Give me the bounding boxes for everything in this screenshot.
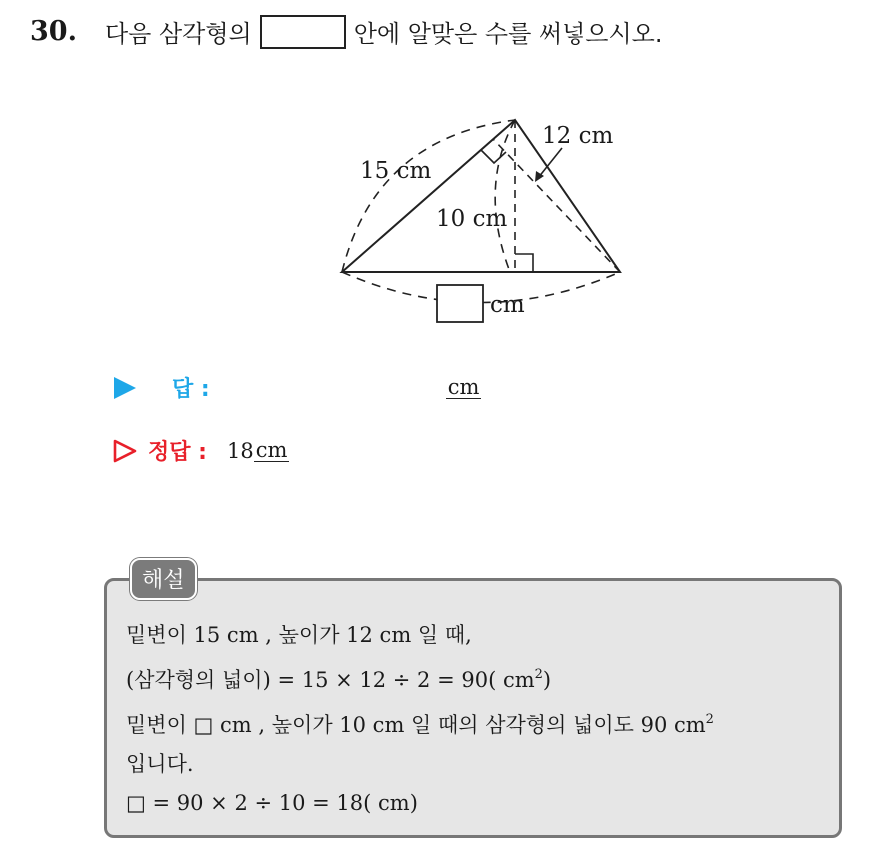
correct-answer-row bbox=[112, 435, 289, 466]
triangle-figure bbox=[330, 108, 640, 332]
solution-line-5: □ = 90 × 2 ÷ 10 = 18( cm) bbox=[126, 791, 418, 815]
right-angle-mark-base bbox=[515, 254, 533, 272]
triangle-svg bbox=[330, 108, 640, 328]
correct-answer-unit: cm bbox=[255, 437, 288, 462]
answer-unit: cm bbox=[447, 374, 480, 399]
arc-height bbox=[495, 120, 515, 272]
correct-answer-value: 18 bbox=[226, 438, 254, 463]
solution-line-2-main: (삼각형의 넓이) = 15 × 12 ÷ 2 = 90( cm bbox=[126, 668, 535, 692]
answer-row bbox=[112, 372, 481, 403]
question-number: 30. bbox=[30, 16, 77, 47]
label-hypotenuse: 15 cm bbox=[360, 158, 432, 184]
label-height: 10 cm bbox=[436, 206, 508, 232]
answer-label: 답 : bbox=[172, 377, 210, 402]
correct-answer-label: 정답 : bbox=[148, 440, 207, 465]
arrow-12cm-line bbox=[538, 148, 562, 178]
question-text-after: 안에 알맞은 수를 써넣으시오. bbox=[353, 20, 663, 48]
question-header bbox=[30, 14, 662, 49]
perpendicular-dashed bbox=[493, 139, 620, 272]
solution-line-3-sup: 2 bbox=[705, 712, 714, 727]
solution-tag: 해설 bbox=[130, 558, 197, 600]
play-icon bbox=[112, 375, 138, 401]
solution-line-4: 입니다. bbox=[126, 752, 194, 776]
label-base-unit: cm bbox=[490, 292, 525, 318]
solution-line-2-end: ) bbox=[542, 668, 552, 692]
question-text-before: 다음 삼각형의 bbox=[104, 20, 252, 48]
solution-text bbox=[126, 616, 714, 823]
base-blank-box bbox=[437, 285, 483, 322]
solution-line-1: 밑변이 15 cm , 높이가 12 cm 일 때, bbox=[126, 623, 472, 647]
play-outline-icon bbox=[112, 438, 138, 464]
solution-line-3-main: 밑변이 □ cm , 높이가 10 cm 일 때의 삼각형의 넓이도 90 cm bbox=[126, 713, 706, 737]
answer-blank-box bbox=[260, 15, 346, 49]
solution-line-2 bbox=[126, 655, 714, 700]
label-side: 12 cm bbox=[542, 123, 614, 149]
solution-line-2-sup: 2 bbox=[534, 667, 543, 682]
solution-line-3 bbox=[126, 700, 714, 745]
